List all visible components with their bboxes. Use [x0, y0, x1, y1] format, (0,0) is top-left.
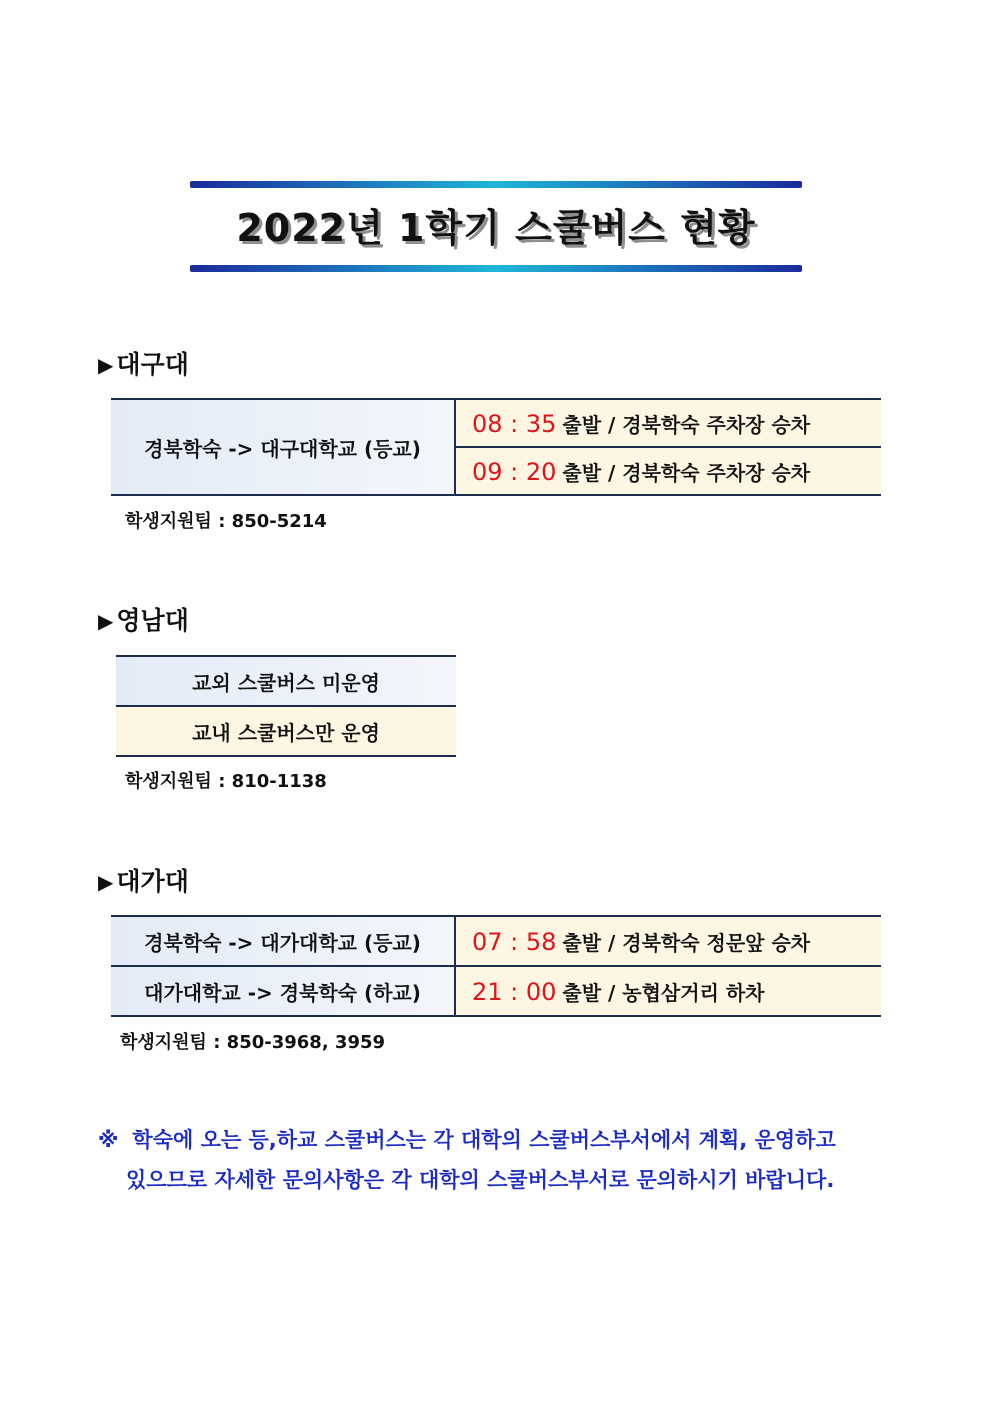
notice-line-2: 있으므로 자세한 문의사항은 각 대학의 스쿨버스부서로 문의하시기 바랍니다. — [126, 1168, 835, 1192]
daegu-departure-row — [455, 399, 881, 447]
departure-row — [455, 966, 881, 1016]
triangle-right-icon: ▶ — [98, 870, 114, 894]
reference-mark-icon: ※ — [98, 1128, 119, 1152]
yeungnam-contact: 학생지원팀 : 810-1138 — [125, 771, 327, 792]
yeungnam-status-row: 교내 스쿨버스만 운영 — [116, 706, 456, 756]
notice — [98, 1120, 908, 1200]
daegu-contact: 학생지원팀 : 850-5214 — [125, 511, 327, 532]
triangle-right-icon: ▶ — [98, 609, 114, 633]
daegu-route-cell: 경북학숙 -> 대구대학교 (등교) — [111, 399, 455, 495]
daegucatholic-contact: 학생지원팀 : 850-3968, 3959 — [120, 1032, 386, 1053]
yeungnam-status-table — [116, 655, 456, 757]
yeungnam-status-row: 교외 스쿨버스 미운영 — [116, 656, 456, 706]
page-title: 2022년 1학기 스쿨버스 현황 — [236, 206, 756, 250]
daegu-schedule-table — [111, 398, 881, 496]
title-bar-top — [190, 181, 802, 188]
route-cell: 대가대학교 -> 경북학숙 (하교) — [111, 966, 455, 1016]
triangle-right-icon: ▶ — [98, 353, 114, 377]
section-heading-yeungnam: ▶ 영남대 — [98, 606, 189, 635]
departure-row — [455, 916, 881, 966]
section-heading-daegucatholic: ▶ 대가대 — [98, 867, 189, 896]
route-cell: 경북학숙 -> 대가대학교 (등교) — [111, 916, 455, 966]
departure-desc: 출발 / 경북학숙 주차장 승차 — [562, 412, 811, 437]
daegucatholic-schedule-table — [111, 915, 881, 1017]
departure-time: 08 : 35 — [472, 409, 557, 438]
daegu-departure-row — [455, 447, 881, 495]
section-heading-daegu: ▶ 대구대 — [98, 350, 189, 379]
departure-time: 09 : 20 — [472, 457, 557, 486]
departure-time: 07 : 58 — [472, 927, 557, 956]
notice-line-1: 학숙에 오는 등,하교 스쿨버스는 각 대학의 스쿨버스부서에서 계획, 운영하고 — [132, 1128, 836, 1152]
title-bar-bottom — [190, 265, 802, 272]
departure-desc: 출발 / 경북학숙 주차장 승차 — [562, 460, 811, 485]
departure-desc: 출발 / 경북학숙 정문앞 승차 — [562, 930, 811, 955]
departure-desc: 출발 / 농협삼거리 하차 — [562, 980, 765, 1005]
departure-time: 21 : 00 — [472, 977, 557, 1006]
